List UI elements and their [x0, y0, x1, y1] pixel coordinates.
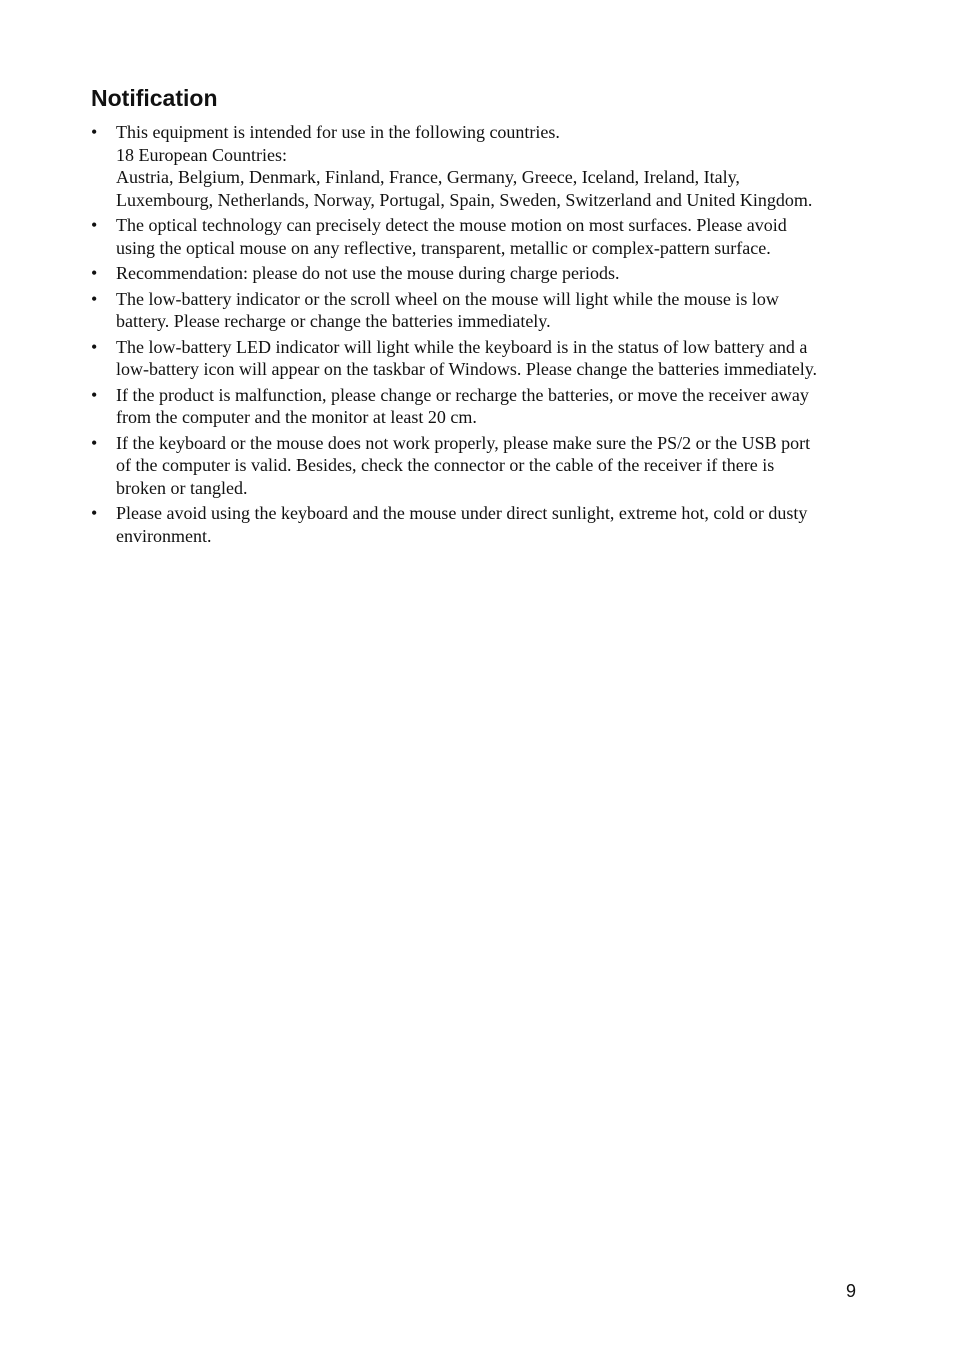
item-text-line: If the product is malfunction, please change or recharge the batteries, or move the receiver away — [116, 384, 809, 405]
item-text-line: environment. — [116, 525, 212, 546]
bullet-icon: • — [91, 503, 98, 523]
item-text-line: The optical technology can precisely detect the mouse motion on most surfaces. Please avoid — [116, 215, 787, 235]
notification-list — [91, 121, 871, 550]
list-item — [91, 384, 871, 429]
bullet-icon: • — [91, 215, 98, 235]
item-text-line: Please avoid using the keyboard and the mouse under direct sunlight, extreme hot, cold or dusty — [116, 503, 808, 523]
bullet-icon: • — [91, 263, 98, 283]
bullet-icon: • — [91, 288, 98, 309]
bullet-icon: • — [91, 122, 98, 142]
item-text-line: Recommendation: please do not use the mouse during charge periods. — [116, 263, 620, 283]
bullet-icon: • — [91, 336, 98, 357]
bullet-icon: • — [91, 384, 98, 405]
item-text-line: This equipment is intended for use in the following countries. — [116, 122, 560, 142]
item-text-line: The low-battery LED indicator will light while the keyboard is in the status of low battery and a — [116, 336, 808, 357]
list-item — [91, 502, 871, 547]
item-text-line: Luxembourg, Netherlands, Norway, Portugal, Spain, Sweden, Switzerland and United Kingdom. — [116, 189, 813, 210]
item-text-line: The low-battery indicator or the scroll wheel on the mouse will light while the mouse is low — [116, 288, 779, 309]
item-text-line: using the optical mouse on any reflective, transparent, metallic or complex-pattern surface. — [116, 237, 771, 258]
bullet-icon: • — [91, 432, 98, 453]
item-text-line: of the computer is valid. Besides, check the connector or the cable of the receiver if there is — [116, 455, 775, 475]
item-text-line: battery. Please recharge or change the batteries immediately. — [116, 311, 551, 331]
list-item — [91, 336, 871, 381]
list-item — [91, 432, 871, 500]
page-number: 9 — [846, 1281, 857, 1301]
list-item — [91, 262, 871, 285]
list-item — [91, 121, 871, 211]
item-text-line: 18 European Countries: — [116, 144, 287, 165]
list-item — [91, 214, 871, 259]
item-text-line: broken or tangled. — [116, 477, 248, 498]
item-text-line: from the computer and the monitor at least 20 cm. — [116, 407, 477, 427]
item-text-line: Austria, Belgium, Denmark, Finland, France, Germany, Greece, Iceland, Ireland, Italy, — [116, 167, 740, 187]
item-text-line: If the keyboard or the mouse does not work properly, please make sure the PS/2 or the USB port — [116, 432, 811, 453]
item-text-line: low-battery icon will appear on the taskbar of Windows. Please change the batteries immediately. — [116, 359, 818, 379]
section-heading: Notification — [91, 85, 218, 111]
list-item — [91, 288, 871, 333]
